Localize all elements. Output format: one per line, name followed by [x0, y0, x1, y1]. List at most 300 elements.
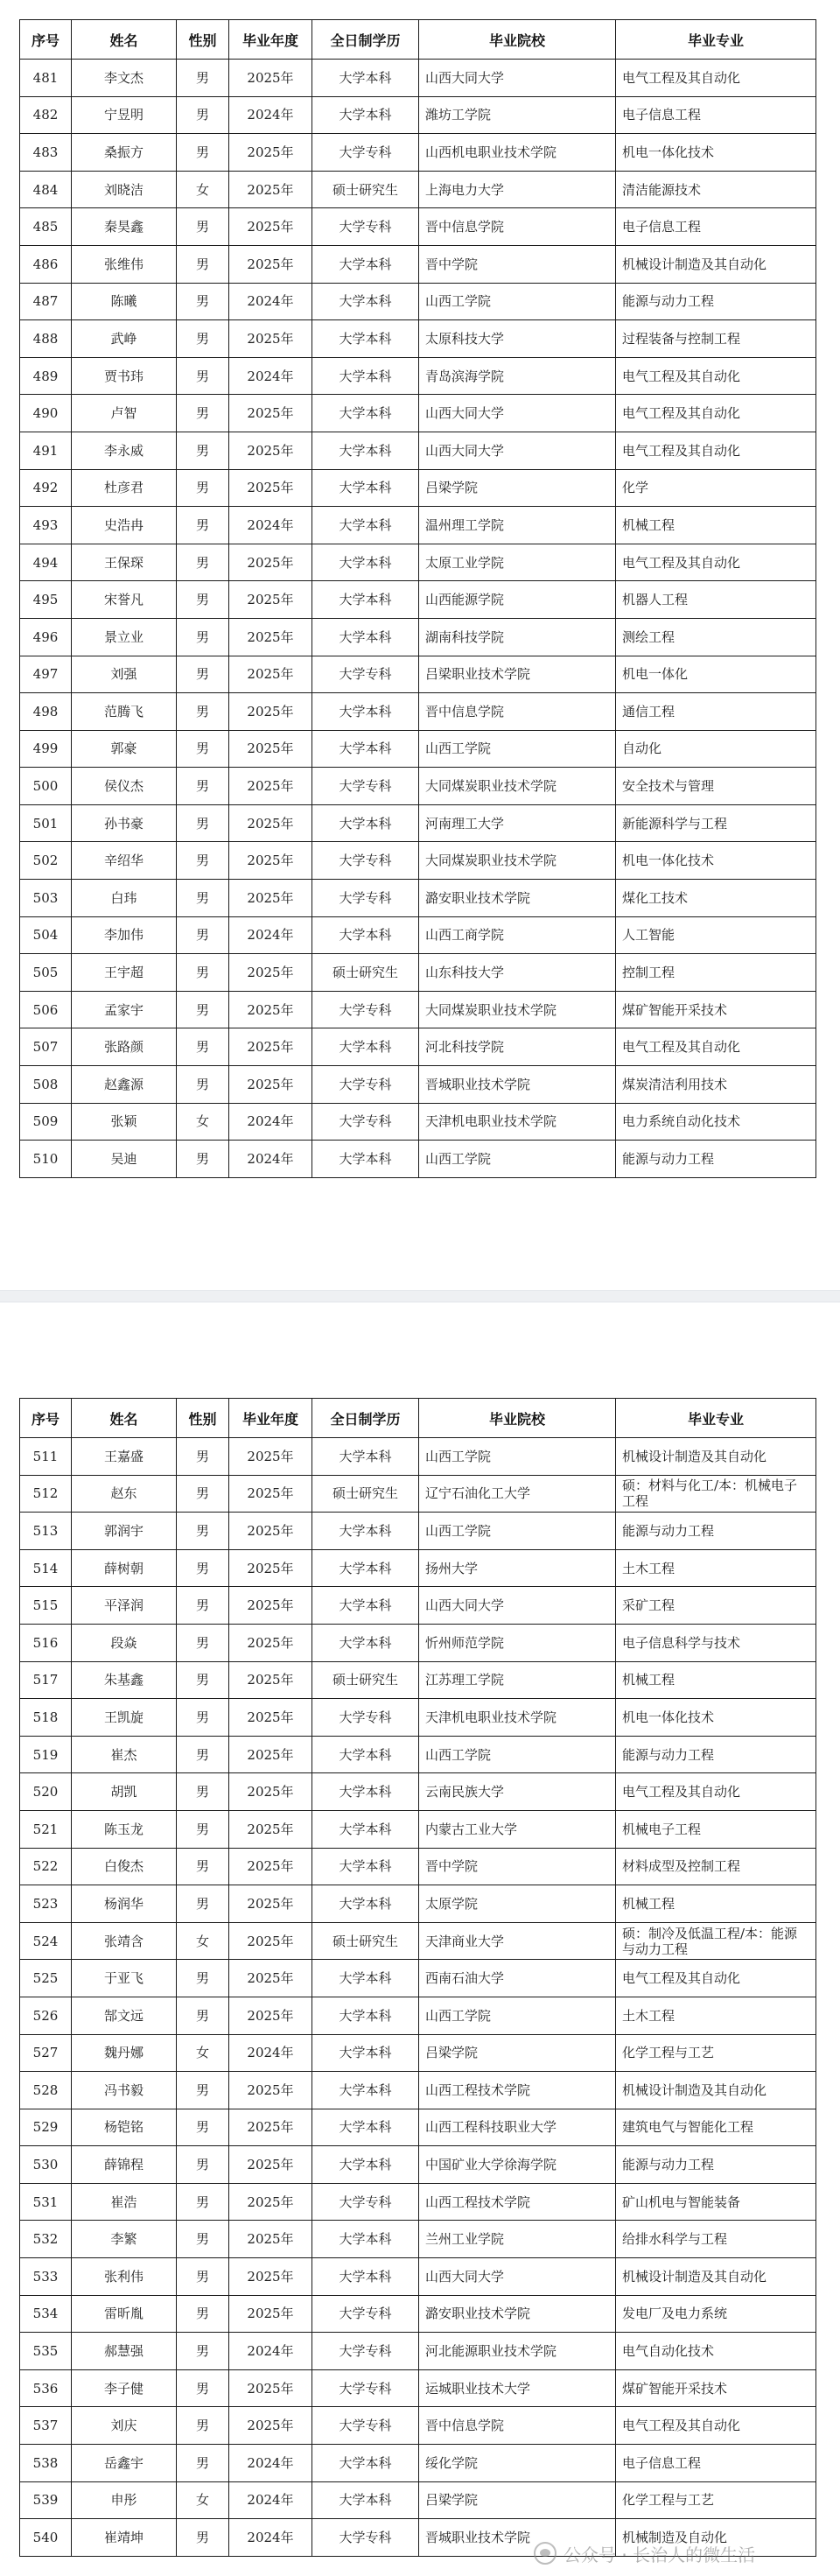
- cell-education: 大学本科: [312, 581, 419, 619]
- cell-major: 机电一体化技术: [616, 842, 816, 880]
- cell-gender: 男: [177, 1475, 229, 1513]
- cell-gender: 男: [177, 730, 229, 768]
- cell-serial: 492: [20, 469, 72, 507]
- table-row: [20, 1848, 816, 1885]
- cell-gender: 男: [177, 357, 229, 395]
- cell-serial: 536: [20, 2369, 72, 2407]
- cell-gender: 男: [177, 208, 229, 246]
- cell-gender: 男: [177, 1438, 229, 1476]
- cell-education: 大学本科: [312, 2258, 419, 2296]
- table-body: [20, 1438, 816, 2557]
- cell-gender: 男: [177, 1960, 229, 1997]
- cell-school: 山西机电职业技术学院: [419, 134, 616, 172]
- cell-education: 大学本科: [312, 2445, 419, 2482]
- table-row: [20, 507, 816, 544]
- cell-name: 薛树朝: [72, 1549, 177, 1587]
- cell-serial: 484: [20, 171, 72, 208]
- cell-grad-year: 2025年: [229, 693, 312, 731]
- cell-gender: 男: [177, 1699, 229, 1737]
- table-row: [20, 2109, 816, 2146]
- cell-grad-year: 2024年: [229, 283, 312, 320]
- cell-school: 山西大同大学: [419, 60, 616, 97]
- cell-gender: 男: [177, 842, 229, 880]
- table-row: [20, 1922, 816, 1960]
- cell-name: 桑振方: [72, 134, 177, 172]
- cell-gender: 男: [177, 804, 229, 842]
- cell-grad-year: 2025年: [229, 1587, 312, 1625]
- cell-major: 过程装备与控制工程: [616, 320, 816, 358]
- cell-grad-year: 2024年: [229, 2034, 312, 2072]
- cell-education: 大学本科: [312, 1513, 419, 1550]
- cell-serial: 539: [20, 2481, 72, 2519]
- cell-name: 郭豪: [72, 730, 177, 768]
- cell-grad-year: 2025年: [229, 2369, 312, 2407]
- cell-grad-year: 2024年: [229, 916, 312, 954]
- cell-education: 大学本科: [312, 2109, 419, 2146]
- cell-school: 河北能源职业技术学院: [419, 2333, 616, 2370]
- cell-gender: 女: [177, 1103, 229, 1141]
- cell-education: 大学专科: [312, 2407, 419, 2445]
- cell-gender: 男: [177, 2072, 229, 2109]
- table-row: [20, 1587, 816, 1625]
- cell-serial: 499: [20, 730, 72, 768]
- cell-grad-year: 2025年: [229, 730, 312, 768]
- header-serial: 序号: [20, 20, 72, 60]
- cell-major: 电子信息工程: [616, 96, 816, 134]
- cell-gender: 男: [177, 2295, 229, 2333]
- table-row: [20, 2407, 816, 2445]
- cell-major: 控制工程: [616, 954, 816, 992]
- cell-education: 硕士研究生: [312, 1922, 419, 1960]
- cell-grad-year: 2024年: [229, 2519, 312, 2557]
- cell-school: 潞安职业技术学院: [419, 2295, 616, 2333]
- cell-major: 土木工程: [616, 1997, 816, 2034]
- cell-education: 大学本科: [312, 60, 419, 97]
- cell-major: 能源与动力工程: [616, 1513, 816, 1550]
- cell-gender: 男: [177, 1587, 229, 1625]
- cell-name: 秦昊鑫: [72, 208, 177, 246]
- cell-school: 河南理工大学: [419, 804, 616, 842]
- cell-name: 郜文远: [72, 1997, 177, 2034]
- cell-grad-year: 2025年: [229, 954, 312, 992]
- cell-school: 上海电力大学: [419, 171, 616, 208]
- cell-serial: 517: [20, 1661, 72, 1699]
- table-row: [20, 395, 816, 432]
- cell-gender: 男: [177, 768, 229, 805]
- cell-grad-year: 2025年: [229, 656, 312, 693]
- cell-grad-year: 2024年: [229, 96, 312, 134]
- cell-education: 大学专科: [312, 2183, 419, 2221]
- table-row: [20, 581, 816, 619]
- cell-gender: 女: [177, 171, 229, 208]
- cell-school: 太原工业学院: [419, 544, 616, 581]
- cell-gender: 男: [177, 544, 229, 581]
- cell-name: 陈玉龙: [72, 1810, 177, 1848]
- cell-grad-year: 2025年: [229, 1066, 312, 1104]
- cell-name: 岳鑫宇: [72, 2445, 177, 2482]
- cell-education: 大学本科: [312, 357, 419, 395]
- table-row: [20, 2295, 816, 2333]
- cell-serial: 490: [20, 395, 72, 432]
- cell-serial: 534: [20, 2295, 72, 2333]
- cell-grad-year: 2025年: [229, 1848, 312, 1885]
- table-row: [20, 618, 816, 656]
- cell-grad-year: 2024年: [229, 507, 312, 544]
- cell-education: 大学本科: [312, 1549, 419, 1587]
- cell-serial: 525: [20, 1960, 72, 1997]
- cell-major: 煤化工技术: [616, 880, 816, 917]
- cell-name: 张颖: [72, 1103, 177, 1141]
- cell-education: 大学本科: [312, 1810, 419, 1848]
- cell-grad-year: 2025年: [229, 804, 312, 842]
- cell-major: 给排水科学与工程: [616, 2221, 816, 2258]
- cell-grad-year: 2025年: [229, 768, 312, 805]
- table-row: [20, 208, 816, 246]
- header-name: 姓名: [72, 20, 177, 60]
- cell-grad-year: 2025年: [229, 395, 312, 432]
- cell-education: 大学本科: [312, 618, 419, 656]
- cell-gender: 男: [177, 2333, 229, 2370]
- cell-major: 电气工程及其自动化: [616, 432, 816, 469]
- roster-table-1: [19, 19, 816, 1178]
- cell-serial: 488: [20, 320, 72, 358]
- cell-major: 电气工程及其自动化: [616, 395, 816, 432]
- cell-gender: 男: [177, 432, 229, 469]
- cell-school: 兰州工业学院: [419, 2221, 616, 2258]
- cell-grad-year: 2024年: [229, 1103, 312, 1141]
- cell-school: 山西工学院: [419, 1513, 616, 1550]
- cell-gender: 男: [177, 2519, 229, 2557]
- cell-serial: 519: [20, 1736, 72, 1773]
- cell-gender: 男: [177, 60, 229, 97]
- cell-grad-year: 2025年: [229, 842, 312, 880]
- cell-school: 河北科技学院: [419, 1028, 616, 1066]
- cell-serial: 531: [20, 2183, 72, 2221]
- table-row: [20, 357, 816, 395]
- cell-gender: 男: [177, 2258, 229, 2296]
- cell-major: 化学工程与工艺: [616, 2481, 816, 2519]
- cell-education: 大学专科: [312, 991, 419, 1028]
- table-row: [20, 60, 816, 97]
- cell-major: 机电一体化技术: [616, 1699, 816, 1737]
- table-row: [20, 171, 816, 208]
- cell-school: 绥化学院: [419, 2445, 616, 2482]
- header-grad-year: 毕业年度: [229, 20, 312, 60]
- cell-major: 建筑电气与智能化工程: [616, 2109, 816, 2146]
- cell-name: 刘强: [72, 656, 177, 693]
- table-row: [20, 2183, 816, 2221]
- cell-major: 化学工程与工艺: [616, 2034, 816, 2072]
- table-row: [20, 2221, 816, 2258]
- cell-major: 机器人工程: [616, 581, 816, 619]
- cell-name: 于亚飞: [72, 1960, 177, 1997]
- cell-name: 郭润宇: [72, 1513, 177, 1550]
- cell-school: 大同煤炭职业技术学院: [419, 768, 616, 805]
- table-row: [20, 1141, 816, 1178]
- cell-name: 崔杰: [72, 1736, 177, 1773]
- cell-education: 大学本科: [312, 245, 419, 283]
- cell-major: 能源与动力工程: [616, 2146, 816, 2184]
- cell-serial: 527: [20, 2034, 72, 2072]
- cell-major: 矿山机电与智能装备: [616, 2183, 816, 2221]
- cell-name: 吴迪: [72, 1141, 177, 1178]
- header-grad-year: 毕业年度: [229, 1399, 312, 1438]
- cell-education: 大学本科: [312, 804, 419, 842]
- cell-gender: 女: [177, 2034, 229, 2072]
- cell-serial: 483: [20, 134, 72, 172]
- cell-gender: 男: [177, 916, 229, 954]
- cell-gender: 男: [177, 2407, 229, 2445]
- cell-gender: 男: [177, 2183, 229, 2221]
- cell-school: 忻州师范学院: [419, 1624, 616, 1661]
- cell-major: 机械工程: [616, 507, 816, 544]
- cell-education: 大学本科: [312, 1773, 419, 1811]
- cell-education: 大学专科: [312, 2333, 419, 2370]
- cell-name: 白俊杰: [72, 1848, 177, 1885]
- cell-name: 侯仪杰: [72, 768, 177, 805]
- cell-grad-year: 2025年: [229, 1475, 312, 1513]
- cell-education: 大学本科: [312, 395, 419, 432]
- cell-serial: 535: [20, 2333, 72, 2370]
- cell-serial: 498: [20, 693, 72, 731]
- table-row: [20, 544, 816, 581]
- cell-education: 大学本科: [312, 1736, 419, 1773]
- cell-major: 机械设计制造及其自动化: [616, 245, 816, 283]
- cell-gender: 男: [177, 507, 229, 544]
- cell-grad-year: 2025年: [229, 1438, 312, 1476]
- cell-school: 西南石油大学: [419, 1960, 616, 1997]
- cell-serial: 489: [20, 357, 72, 395]
- cell-serial: 532: [20, 2221, 72, 2258]
- cell-school: 辽宁石油化工大学: [419, 1475, 616, 1513]
- cell-school: 湖南科技学院: [419, 618, 616, 656]
- table-row: [20, 1699, 816, 1737]
- table-row: [20, 1066, 816, 1104]
- table-row: [20, 1773, 816, 1811]
- cell-education: 硕士研究生: [312, 1661, 419, 1699]
- cell-serial: 491: [20, 432, 72, 469]
- cell-school: 晋中信息学院: [419, 2407, 616, 2445]
- cell-serial: 526: [20, 1997, 72, 2034]
- cell-major: 硕：材料与化工/本：机械电子工程: [616, 1475, 816, 1513]
- cell-school: 山西工程技术学院: [419, 2072, 616, 2109]
- cell-education: 大学本科: [312, 2034, 419, 2072]
- cell-name: 景立业: [72, 618, 177, 656]
- cell-major: 电气工程及其自动化: [616, 60, 816, 97]
- cell-grad-year: 2025年: [229, 2258, 312, 2296]
- cell-education: 硕士研究生: [312, 954, 419, 992]
- cell-gender: 男: [177, 2445, 229, 2482]
- cell-serial: 500: [20, 768, 72, 805]
- header-major: 毕业专业: [616, 20, 816, 60]
- cell-education: 大学本科: [312, 96, 419, 134]
- table-row: [20, 283, 816, 320]
- cell-education: 大学本科: [312, 1960, 419, 1997]
- table-row: [20, 96, 816, 134]
- cell-major: 煤炭清洁利用技术: [616, 1066, 816, 1104]
- cell-name: 崔浩: [72, 2183, 177, 2221]
- cell-gender: 男: [177, 1885, 229, 1923]
- table-row: [20, 1438, 816, 1476]
- cell-serial: 529: [20, 2109, 72, 2146]
- table-row: [20, 245, 816, 283]
- cell-serial: 511: [20, 1438, 72, 1476]
- cell-major: 电气自动化技术: [616, 2333, 816, 2370]
- cell-grad-year: 2025年: [229, 1736, 312, 1773]
- cell-gender: 男: [177, 1141, 229, 1178]
- table-row: [20, 804, 816, 842]
- cell-school: 山西工商学院: [419, 916, 616, 954]
- cell-grad-year: 2025年: [229, 1549, 312, 1587]
- table-row: [20, 1960, 816, 1997]
- cell-gender: 男: [177, 618, 229, 656]
- cell-serial: 507: [20, 1028, 72, 1066]
- cell-grad-year: 2025年: [229, 618, 312, 656]
- cell-education: 大学本科: [312, 1141, 419, 1178]
- cell-gender: 男: [177, 2109, 229, 2146]
- cell-serial: 537: [20, 2407, 72, 2445]
- cell-major: 自动化: [616, 730, 816, 768]
- cell-school: 潍坊工学院: [419, 96, 616, 134]
- cell-major: 机电一体化: [616, 656, 816, 693]
- cell-school: 中国矿业大学徐海学院: [419, 2146, 616, 2184]
- cell-school: 山西大同大学: [419, 395, 616, 432]
- cell-serial: 504: [20, 916, 72, 954]
- cell-education: 大学专科: [312, 842, 419, 880]
- cell-major: 能源与动力工程: [616, 283, 816, 320]
- cell-major: 土木工程: [616, 1549, 816, 1587]
- cell-school: 晋城职业技术学院: [419, 2519, 616, 2557]
- cell-major: 机械设计制造及其自动化: [616, 2258, 816, 2296]
- cell-grad-year: 2025年: [229, 581, 312, 619]
- header-school: 毕业院校: [419, 1399, 616, 1438]
- cell-school: 天津机电职业技术学院: [419, 1103, 616, 1141]
- cell-gender: 男: [177, 245, 229, 283]
- cell-major: 机电一体化技术: [616, 134, 816, 172]
- cell-education: 大学专科: [312, 1699, 419, 1737]
- cell-school: 内蒙古工业大学: [419, 1810, 616, 1848]
- cell-name: 孙书豪: [72, 804, 177, 842]
- cell-major: 新能源科学与工程: [616, 804, 816, 842]
- cell-name: 陈曦: [72, 283, 177, 320]
- cell-grad-year: 2025年: [229, 880, 312, 917]
- cell-name: 杨润华: [72, 1885, 177, 1923]
- cell-name: 郝慧强: [72, 2333, 177, 2370]
- cell-education: 大学本科: [312, 320, 419, 358]
- cell-name: 张利伟: [72, 2258, 177, 2296]
- cell-school: 太原学院: [419, 1885, 616, 1923]
- table-row: [20, 954, 816, 992]
- cell-serial: 521: [20, 1810, 72, 1848]
- cell-education: 大学本科: [312, 432, 419, 469]
- table-row: [20, 320, 816, 358]
- cell-serial: 494: [20, 544, 72, 581]
- cell-school: 青岛滨海学院: [419, 357, 616, 395]
- cell-education: 大学本科: [312, 469, 419, 507]
- cell-gender: 男: [177, 581, 229, 619]
- cell-school: 温州理工学院: [419, 507, 616, 544]
- cell-major: 机械设计制造及其自动化: [616, 1438, 816, 1476]
- cell-major: 安全技术与管理: [616, 768, 816, 805]
- cell-gender: 男: [177, 1848, 229, 1885]
- cell-major: 能源与动力工程: [616, 1736, 816, 1773]
- cell-name: 冯书毅: [72, 2072, 177, 2109]
- cell-grad-year: 2025年: [229, 208, 312, 246]
- cell-serial: 518: [20, 1699, 72, 1737]
- cell-serial: 510: [20, 1141, 72, 1178]
- cell-major: 电子信息科学与技术: [616, 1624, 816, 1661]
- cell-major: 煤矿智能开采技术: [616, 2369, 816, 2407]
- cell-name: 王保琛: [72, 544, 177, 581]
- table-row: [20, 2034, 816, 2072]
- cell-major: 采矿工程: [616, 1587, 816, 1625]
- cell-major: 电气工程及其自动化: [616, 1960, 816, 1997]
- cell-school: 云南民族大学: [419, 1773, 616, 1811]
- cell-major: 人工智能: [616, 916, 816, 954]
- table-row: [20, 134, 816, 172]
- cell-serial: 513: [20, 1513, 72, 1550]
- table-row: [20, 1624, 816, 1661]
- cell-school: 太原科技大学: [419, 320, 616, 358]
- cell-major: 电气工程及其自动化: [616, 1028, 816, 1066]
- cell-name: 朱基鑫: [72, 1661, 177, 1699]
- table-row: [20, 469, 816, 507]
- cell-grad-year: 2024年: [229, 2481, 312, 2519]
- cell-school: 山西工学院: [419, 283, 616, 320]
- table-row: [20, 916, 816, 954]
- table-row: [20, 730, 816, 768]
- cell-school: 晋中信息学院: [419, 693, 616, 731]
- cell-education: 大学本科: [312, 1848, 419, 1885]
- cell-grad-year: 2025年: [229, 1922, 312, 1960]
- cell-school: 天津商业大学: [419, 1922, 616, 1960]
- cell-name: 张靖含: [72, 1922, 177, 1960]
- cell-serial: 515: [20, 1587, 72, 1625]
- header-serial: 序号: [20, 1399, 72, 1438]
- cell-education: 大学本科: [312, 730, 419, 768]
- cell-name: 雷昕胤: [72, 2295, 177, 2333]
- table-row: [20, 2333, 816, 2370]
- cell-name: 王嘉盛: [72, 1438, 177, 1476]
- cell-grad-year: 2025年: [229, 2109, 312, 2146]
- header-school: 毕业院校: [419, 20, 616, 60]
- cell-school: 吕梁学院: [419, 469, 616, 507]
- cell-education: 大学专科: [312, 2519, 419, 2557]
- cell-school: 山西工学院: [419, 1438, 616, 1476]
- cell-name: 孟家宇: [72, 991, 177, 1028]
- table-row: [20, 880, 816, 917]
- table-row: [20, 2072, 816, 2109]
- cell-name: 卢智: [72, 395, 177, 432]
- cell-name: 杜彦君: [72, 469, 177, 507]
- cell-serial: 508: [20, 1066, 72, 1104]
- table-row: [20, 1475, 816, 1513]
- cell-grad-year: 2025年: [229, 134, 312, 172]
- table-row: [20, 842, 816, 880]
- cell-serial: 493: [20, 507, 72, 544]
- cell-name: 张路颜: [72, 1028, 177, 1066]
- cell-major: 煤矿智能开采技术: [616, 991, 816, 1028]
- cell-name: 李子健: [72, 2369, 177, 2407]
- cell-major: 通信工程: [616, 693, 816, 731]
- cell-name: 王凯旋: [72, 1699, 177, 1737]
- cell-serial: 482: [20, 96, 72, 134]
- cell-major: 电力系统自动化技术: [616, 1103, 816, 1141]
- cell-name: 刘庆: [72, 2407, 177, 2445]
- table-row: [20, 2481, 816, 2519]
- cell-gender: 男: [177, 134, 229, 172]
- cell-grad-year: 2025年: [229, 544, 312, 581]
